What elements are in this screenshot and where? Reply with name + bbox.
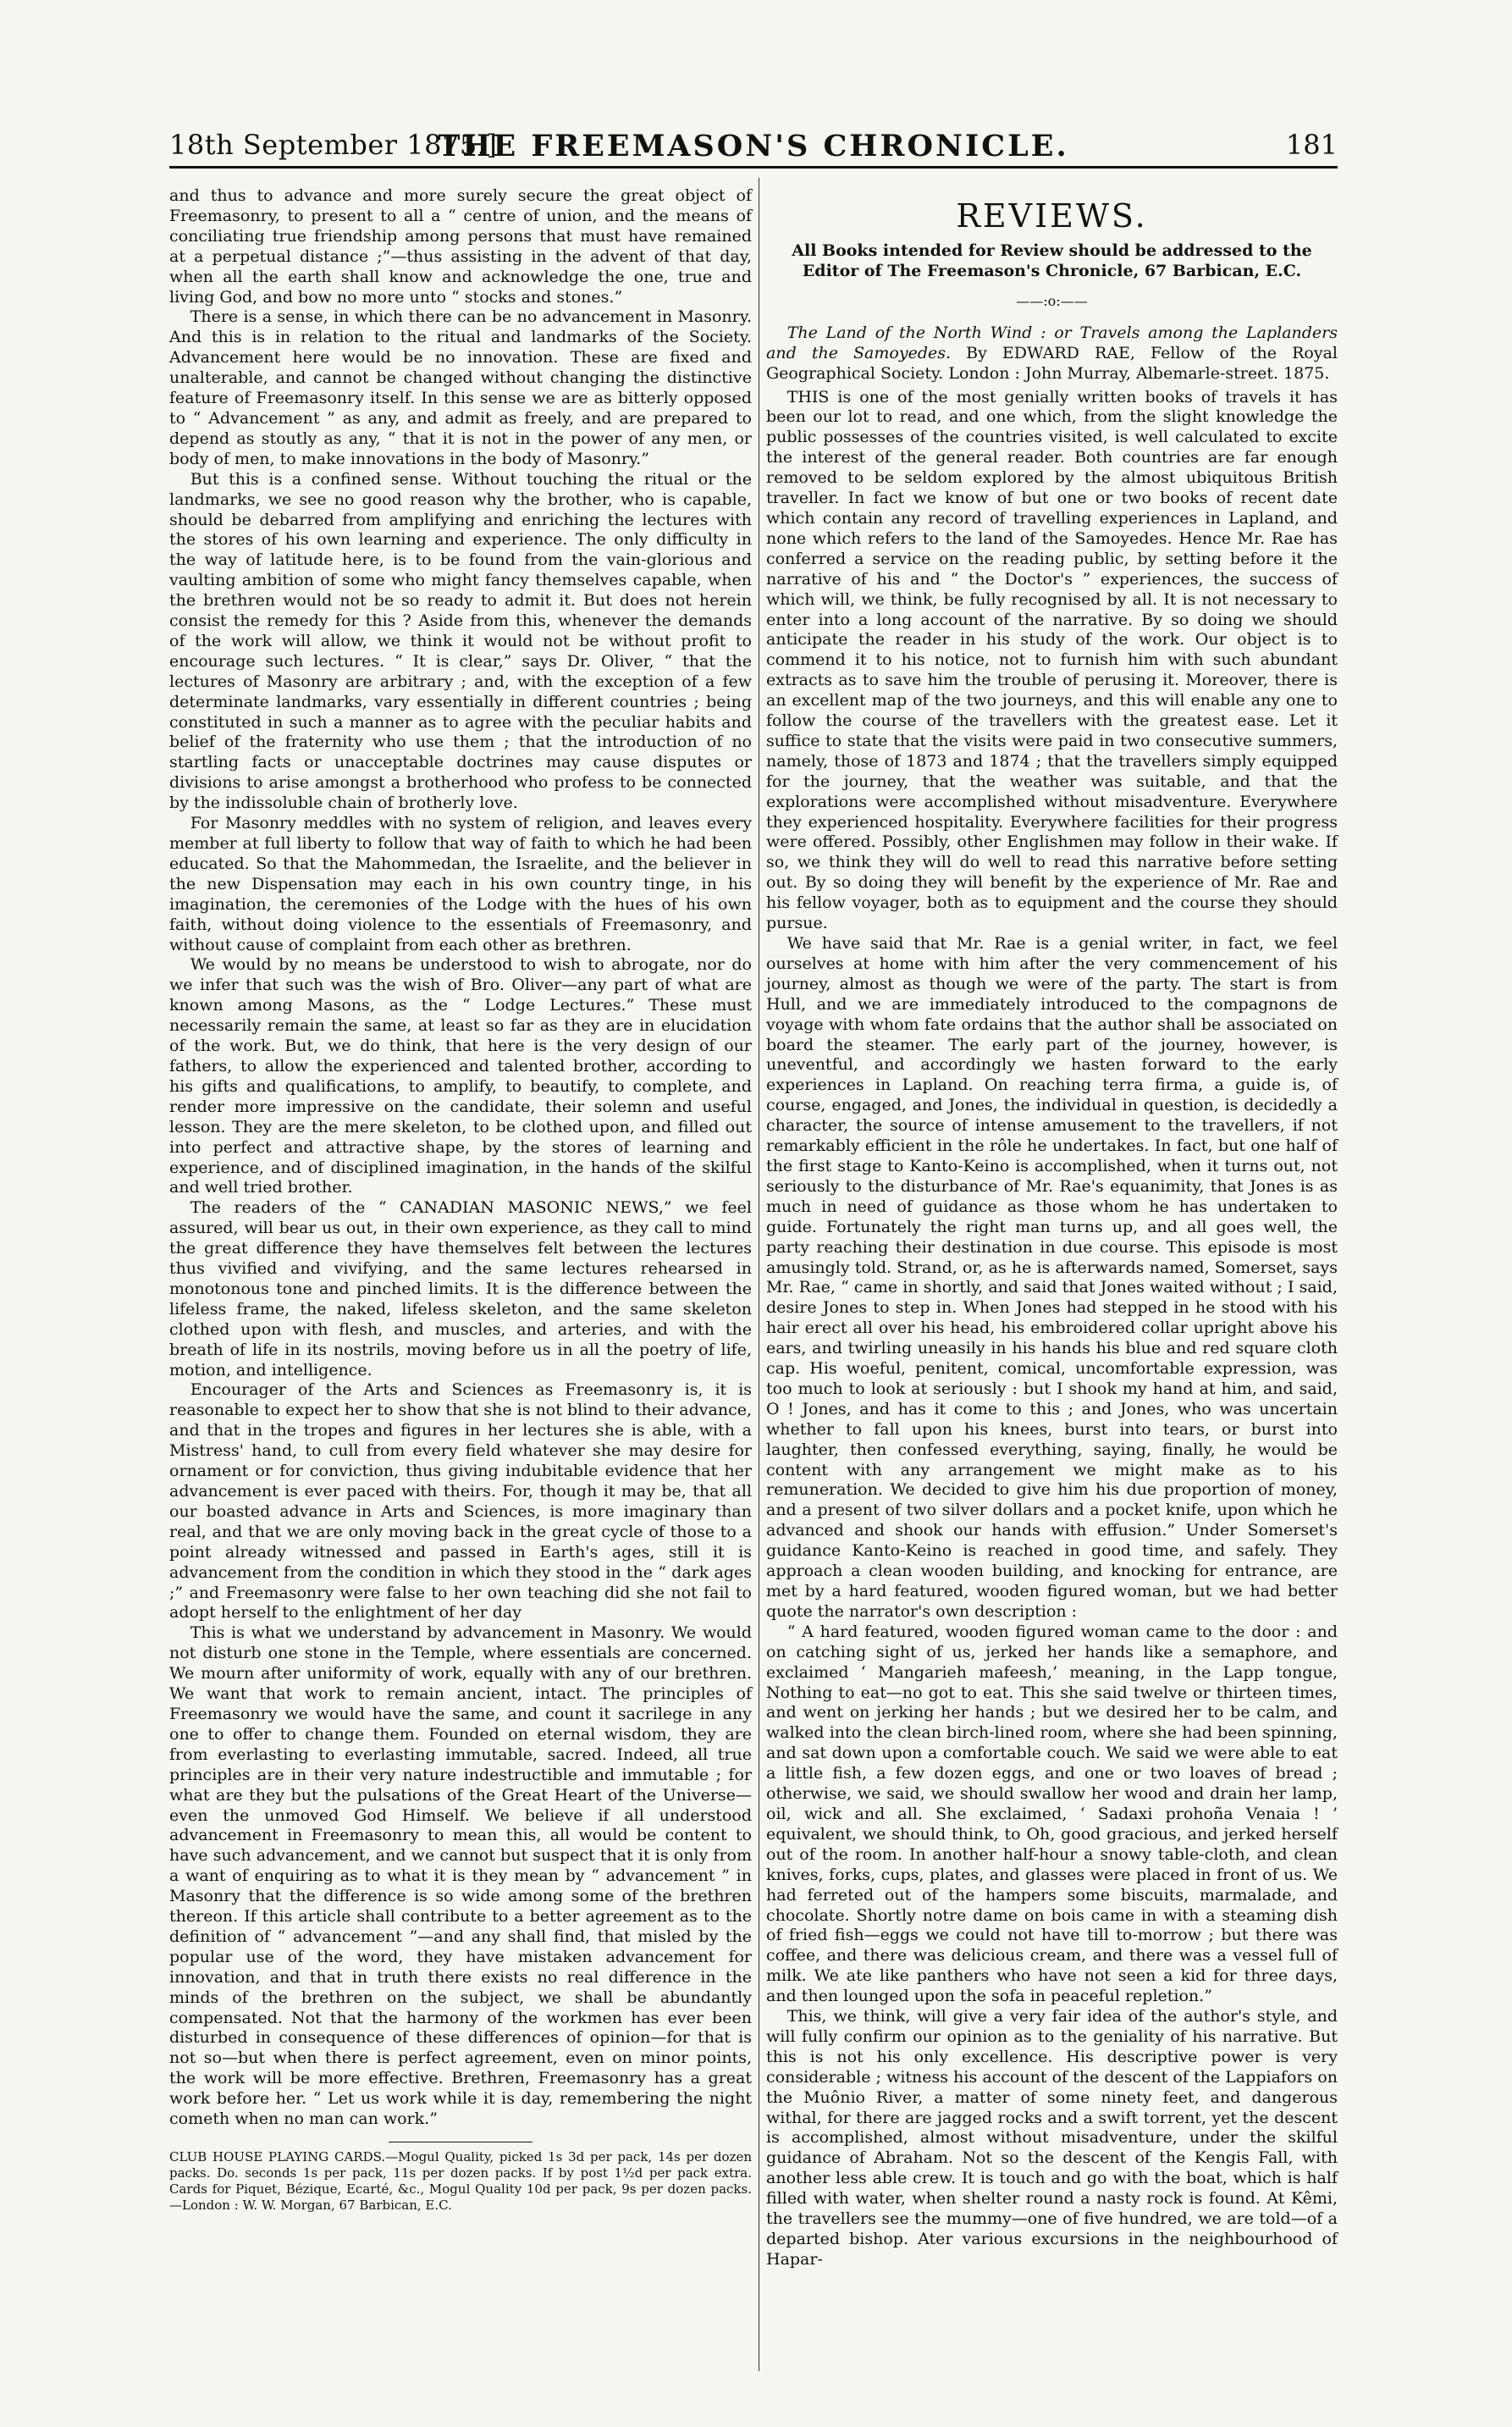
review-quotation: “ A hard featured, wooden figured woman came to the door : and on catching sight of us, jerked her hands like a semaphore, and exclaimed ‘ Mangarieh mafeesh,’ meaning, in the Lapp tongue, Nothing to eat—no got to eat. This she said twelve or thirteen times, and went on jerking her hands ; but we desired her to be calm, and walked into the clean birch-lined room, where she had been spinning, and sat down upon a comfortable couch. We said we were able to eat a little fish, a few dozen eggs, and one or two loaves of bread ; otherwise, we said, we should swallow her wood and drain her lamp, oil, wick and all. She exclaimed, ‘ Sadaxi prohoña Venaia ! ’ equivalent, we should think, to Oh, good gracious, and jerked herself out of the room. In another half-hour a snowy table-cloth, and clean knives, forks, cups, plates, and glasses were placed in front of us. We had ferreted out of the hampers some biscuits, marmalade, and chocolate. Shortly notre dame on bois came in with a steaming dish of fried fish—eggs we could not have till to-morrow ; but there was coffee, and there was delicious cream, and there was a vessel full of milk. We ate like panthers who have not seen a kid for three days, and then lounged upon the sofa in peaceful repletion.” [766, 1622, 1338, 2006]
article-paragraph: We would by no means be understood to wish to abrogate, nor do we infer that such was the wish of Bro. Oliver—any part of what are known among Masons, as the “ Lodge Lectures.” These must necessarily remain the same, at least so far as they are in elucidation of the work. But, we do think, that here is the very design of our fathers, to allow the experienced and talented brother, according to his gifts and qualifications, to amplify, to beautify, to complete, and render more impressive on the candidate, their solemn and useful lesson. They are the mere skeleton, to be clothed upon, and filled out into perfect and attractive shape, by the stores of learning and experience, and of disciplined imagination, in the hands of the skilful and well tried brother. [169, 955, 752, 1197]
article-paragraph: For Masonry meddles with no system of religion, and leaves every member at full liberty to follow that way of faith to which he had been educated. So that the Mahommedan, the Israelite, and the believer in the new Dispensation may each in his own country tinge, in his imagination, the ceremonies of the Lodge with the hues of his own faith, without doing violence to the essentials of Freemasonry, and without cause of complaint from each other as brethren. [169, 814, 752, 954]
article-paragraph: Encourager of the Arts and Sciences as Freemasonry is, it is reasonable to expect her to show that she is not blind to their advance, and that in the tropes and figures in her lectures she is able, with a Mistress' hand, to cull from every field whatever she may desire for ornament or for conviction, thus giving indubitable evidence that her advancement is ever paced with theirs. For, though it may be, that all our boasted advance in Arts and Sciences, is more imaginary than real, and that we are only moving back in the great cycle of those to a point already witnessed and passed in Earth's ages, still it is advancement from the condition in which they stood in the “ dark ages ;” and Freemasonry were false to her own teaching did she not fail to adopt herself to the enlightment of her day [169, 1380, 752, 1623]
reviews-heading: REVIEWS. [956, 197, 1148, 235]
review-paragraph: This, we think, will give a very fair idea of the author's style, and will fully confirm our opinion as to the geniality of his narrative. But this is not his only excellence. His descriptive power is very considerable ; witness his account of the descent of the Lappiafors on the Muônio River, a matter of some ninety feet, and dangerous withal, for there are jagged rocks and a swift torrent, yet the descent is accomplished, almost without misadventure, under the skilful guidance of Abraham. Not so the descent of the Kengis Fall, with another less able crew. It is touch and go with the boat, which is half filled with water, when shelter round a nasty rock is found. At Kêmi, the travellers see the mummy—one of five hundred, we are told—of a departed bishop. Ater various excursions in the neighbourhood of Hapar- [766, 2007, 1338, 2269]
page-number: 181 [1285, 129, 1338, 161]
article-paragraph: This is what we understand by advancement in Masonry. We would not disturb one stone in the Temple, where essentials are concerned. We mourn after uniformity of work, equally with any of our brethren. We want that work to remain ancient, intact. The principles of Freemasonry we would have the same, and count it sacrilege in any one to offer to change them. Founded on eternal wisdom, they are from everlasting to everlasting immutable, sacred. Indeed, all true principles are in their very nature indestructible and immutable ; for what are they but the pulsations of the Great Heart of the Universe—even the unmoved God Himself. We believe if all understood advancement in Freemasonry to mean this, all would be content to have such advancement, and we cannot but suspect that it is only from a want of enquiring as to what it is they mean by “ advancement ” in Masonry that the difference is so wide among some of the brethren thereon. If this article shall contribute to a better agreement as to the definition of “ advancement ”—and any shall find, that misled by the popular use of the word, they have mistaken advancement for innovation, and that in truth there exists no real difference in the minds of the brethren on the subject, we shall be abundantly compensated. Not that the harmony of the workmen has ever been disturbed in consequence of these differences of opinion—for that is not so—but when there is perfect agreement, even on minor points, the work will be more effective. Brethren, Freemasonry has a great work before her. “ Let us work while it is day, remembering the night cometh when no man can work.” [169, 1623, 752, 2129]
review-paragraph: THIS is one of the most genially written books of travels it has been our lot to read, and one which, from the slight knowledge the public possesses of the countries visited, is well calculated to excite the interest of the general reader. Both countries are far enough removed to be seldom explored by the almost ubiquitous British traveller. In fact we know of but one or two books of recent date which contain any record of travelling experiences in Lapland, and none which refers to the land of the Samoyedes. Hence Mr. Rae has conferred a service on the reading public, by setting before it the narrative of his and “ the Doctor's ” experiences, the success of which will, we think, be fully recognised by all. It is not necessary to enter into a long account of the narrative. By so doing we should anticipate the reader in his study of the work. Our object is to commend it to his notice, not to furnish him with such abundant extracts as to save him the trouble of perusing it. Moreover, there is an excellent map of the two journeys, and this will enable any one to follow the course of the travellers with the greatest ease. Let it suffice to state that the visits were paid in two consecutive summers, namely, those of 1873 and 1874 ; that the travellers simply equipped for the journey, that the weather was suitable, and that the explorations were accomplished without misadventure. Everywhere they experienced hospitality. Everywhere facilities for their progress were offered. Possibly, other Englishmen may follow in their wake. If so, we think they will do well to read this narrative before setting out. By so doing they will benefit by the experience of Mr. Rae and his fellow voyager, both as to equipment and the course they should pursue. [766, 387, 1338, 933]
article-paragraph: There is a sense, in which there can be no advancement in Masonry. And this is in relation to the ritual and landmarks of the Society. Advancement here would be no innovation. These are fixed and unalterable, and cannot be changed without changing the distinctive feature of Freemasonry itself. In this sense we are as bitterly opposed to “ Advancement ” as any, and admit as freely, and are prepared to depend as stoutly as any, “ that it is not in the power of any men, or body of men, to make innovations in the body of Masonry.” [169, 307, 752, 468]
article-paragraph: But this is a confined sense. Without touching the ritual or the landmarks, we see no good reason why the brother, who is capable, should be debarred from amplifying and enriching the lectures with the stores of his own learning and experience. The only difficulty in the way of latitude here, is to be found from the vain-glorious and vaulting ambition of some who might fancy themselves capable, when the brethren would not be so ready to admit it. But does not herein consist the remedy for this ? Aside from this, whenever the demands of the work will allow, we think it would not be without profit to encourage such lectures. “ It is clear,” says Dr. Oliver, “ that the lectures of Masonry are arbitrary ; and, with the exception of a few determinate landmarks, vary essentially in different countries ; being constituted in such a manner as to agree with the peculiar habits and belief of the fraternity who use them ; that the introduction of no startling facts or unacceptable doctrines may cause disputes or divisions to arise amongst a brotherhood who profess to be connected by the indissoluble chain of brotherly love. [169, 469, 752, 813]
book-title: The Land of the North Wind : or Travels among the Laplanders and the Samoyedes. [766, 323, 1338, 362]
left-column [169, 186, 752, 2214]
article-paragraph: The readers of the “ CANADIAN MASONIC NEWS,” we feel assured, will bear us out, in their own experience, as they call to mind the great difference they have themselves felt between the lectures thus vivified and vivifying, and the same lectures rehearsed in monotonous tone and pinched limits. It is the difference between the lifeless frame, the naked, lifeless skeleton, and the same skeleton clothed upon with flesh, and muscles, and arteries, and with the breath of life in its nostrils, moving before us in all the poetry of life, motion, and intelligence. [169, 1198, 752, 1379]
masthead [169, 127, 1338, 169]
right-column [766, 186, 1338, 2270]
article-paragraph: and thus to advance and more surely secure the great object of Freemasonry, to present to all a “ centre of union, and the means of conciliating true friendship among persons that must have remained at a perpetual distance ;”—thus assisting in the advent of that day, when all the earth shall know and acknowledge the one, true and living God, and bow no more unto “ stocks and stones.” [169, 186, 752, 307]
review-paragraph: We have said that Mr. Rae is a genial writer, in fact, we feel ourselves at home with him after the very commencement of his journey, almost as though we were of the party. The start is from Hull, and we are immediately introduced to the compagnons de voyage with whom fate ordains that the author shall be associated on board the steamer. The early part of the journey, however, is uneventful, and accordingly we hasten forward to the early experiences in Lapland. On reaching terra firma, a guide is, of course, engaged, and Jones, the individual in question, is decidedly a character, the source of intense amusement to the travellers, if not remarkably efficient in the rôle he undertakes. In fact, but one half of the first stage to Kanto-Keino is accomplished, when it turns out, not seriously to the disturbance of Mr. Rae's equanimity, that Jones is as much in need of guidance as those whom he has undertaken to guide. Fortunately the right man turns up, and all goes well, the party reaching their destination in due course. This episode is most amusingly told. Strand, or, as he is afterwards named, Somerset, says Mr. Rae, “ came in shortly, and said that Jones waited without ; I said, desire Jones to step in. When Jones had stepped in he stood with his hair erect all over his head, his embroidered collar upright above his ears, and twirling uneasily in his hands his blue and red square cloth cap. His woeful, penitent, comical, uncomfortable expression, was too much to look at seriously : but I shook my hand at him, and said, O ! Jones, and has it come to this ; and Jones, who was uncertain whether to fall upon his knees, burst into tears, or burst into laughter, then confessed everything, saying, finally, he would be content with any arrangement we might make as to his remuneration. We decided to give him his due proportion of money, and a present of two silver dollars and a pocket knife, upon which he advanced and shook our hands with effusion.” Under Somerset's guidance Kanto-Keino is reached in good time, and safely. They approach a clean wooden building, and knocking for entrance, are met by a hard featured, wooden figured woman, but we had better quote the narrator's own description : [766, 934, 1338, 1621]
advertisement [169, 2149, 752, 2214]
advertisement-text: CLUB HOUSE PLAYING CARDS.—Mogul Quality, picked 1s 3d per pack, 14s per dozen packs. Do. seconds 1s per pack, 11s per dozen packs. If by post 1½d per pack extra. Cards for Piquet, Bézique, Ecarté, &c., Mogul Quality 10d per pack, 9s per dozen packs.—London : W. W. Morgan, 67 Barbican, E.C. [169, 2149, 752, 2213]
book-heading [766, 323, 1338, 384]
book-details: By EDWARD RAE, Fellow of the Royal Geographical Society. London : John Murray, Albemarle-street. 1875. [766, 343, 1338, 383]
newspaper-title: THE FREEMASON'S CHRONICLE. [438, 129, 1069, 163]
section-separator: ——:o:—— [1016, 292, 1088, 309]
issue-date: 18th September 1875.] [169, 129, 498, 161]
review-notice: All Books intended for Review should be addressed to the Editor of The Freemason's Chronicle, 67 Barbican, E.C. [792, 240, 1312, 280]
